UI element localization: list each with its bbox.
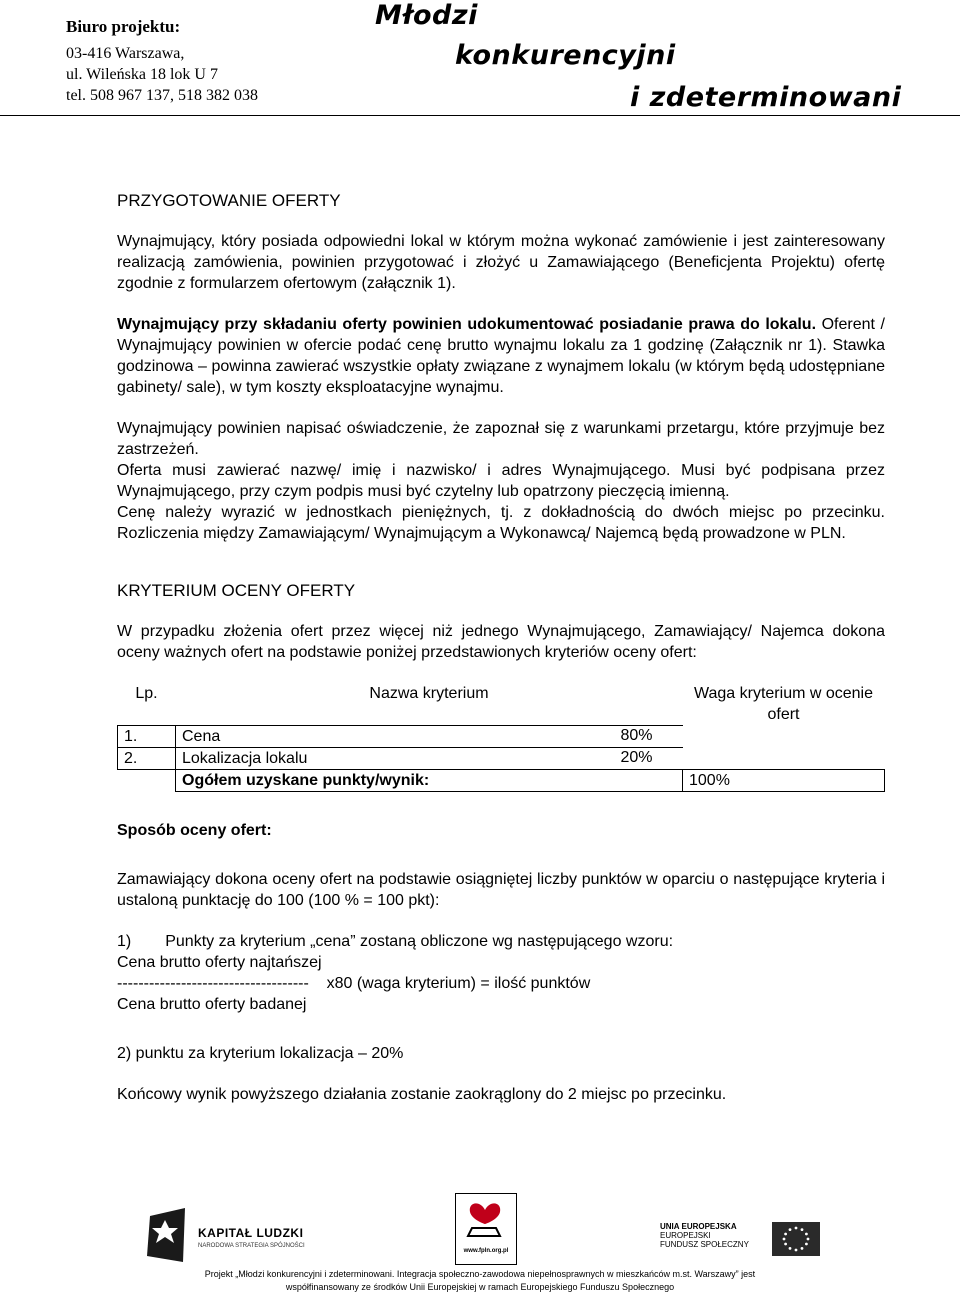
paragraph-preparation-2: [117, 314, 885, 398]
paragraph-rounding: Końcowy wynik powyższego działania zostanie zaokrąglony do 2 miejsc po przecinku.: [117, 1085, 727, 1103]
footer-note: [0, 1268, 960, 1294]
eu-line-1: UNIA EUROPEJSKA: [660, 1222, 737, 1231]
header-lp: Lp.: [135, 685, 158, 702]
paragraph-preparation-2-rest: Oferent / Wynajmujący powinien w ofercie podać cenę brutto wynajmu lokalu za 1 godzinę (Załącznik nr 1). Stawka godzinowa – powinna zawierać wszystkie opłaty związane z wynajmem lokalu (w którym będą udostępniane gabinety/ sale), w tym koszty eksploatacyjne wynajmu.: [117, 316, 885, 396]
formula-row: [117, 973, 885, 994]
list-item-price: [117, 931, 885, 952]
office-title: Biuro projektu:: [66, 17, 181, 36]
list-text: Punkty za kryterium „cena” zostaną obliczone wg następującego wzoru:: [165, 932, 674, 950]
paragraph-method-intro: Zamawiający dokona oceny ofert na podstawie osiągniętej liczby punktów w oparciu o następujące kryteria i ustaloną punktację do 100 (100 % = 100 pkt):: [117, 870, 885, 909]
list-number: 1): [117, 932, 132, 950]
paragraph-preparation-1: Wynajmujący, który posiada odpowiedni lokal w którym można wykonać zamówienie i jest zainteresowany realizacją zamówienia, powinien przygotować i złożyć u Zamawiającego (Beneficjenta Projektu) ofertę zgodnie z formularzem ofertowym (załącznik 1).: [117, 233, 885, 292]
header-criterion-weight: Waga kryterium w ocenie ofert: [693, 685, 874, 723]
kapital-ludzki-title: KAPITAŁ LUDZKI: [198, 1226, 304, 1240]
total-value: 100%: [683, 769, 885, 791]
table-total-row: [118, 769, 885, 791]
fpln-logo: [455, 1193, 517, 1265]
formula-denominator: Cena brutto oferty badanej: [117, 995, 307, 1013]
paragraph-currency: Cenę należy wyrazić w jednostkach pieniężnych, tj. z dokładnością do dwóch miejsc po przecinku. Rozliczenia między Zamawiającym/ Wynajmującym a Wykonawcą/ Najemcą będą prowadzone w PLN.: [117, 504, 885, 542]
formula-multiplier: x80 (waga kryterium) = ilość punktów: [326, 974, 591, 992]
total-label: Ogółem uzyskane punkty/wynik:: [176, 769, 683, 791]
row-lp: 2.: [118, 747, 176, 769]
footer-line-2: współfinansowany ze środków Unii Europejskiej w ramach Europejskiego Funduszu Społecznego: [285, 1282, 675, 1292]
row-criterion: Cena: [176, 725, 683, 747]
footer-line-1: Projekt „Młodzi konkurencyjni i zdeterminowani. Integracja społeczno-zawodowa niepełnosprawnych w mieszkańców m.st. Warszawy” jest: [204, 1269, 756, 1279]
row-weight: 80%: [620, 727, 653, 744]
list-item-location: 2) punktu za kryterium lokalizacja – 20%: [117, 1044, 404, 1062]
eu-line-2: EUROPEJSKI: [660, 1231, 711, 1240]
heart-wheelchair-icon: [456, 1194, 514, 1244]
eu-flag-icon: [772, 1222, 820, 1256]
fpln-url: www.fpln.org.pl: [463, 1248, 509, 1254]
address-line-2: ul. Wileńska 18 lok U 7: [66, 66, 218, 83]
paragraph-criteria-intro: W przypadku złożenia ofert przez więcej niż jednego Wynajmującego, Zamawiający/ Najemca dokona oceny ważnych ofert na podstawie poniżej przedstawionych kryteriów oceny ofert:: [117, 623, 885, 661]
section-title-preparation: PRZYGOTOWANIE OFERTY: [117, 191, 341, 210]
section-title-method: Sposób oceny ofert:: [117, 821, 272, 839]
document-body: [117, 190, 885, 1105]
formula-fraction-line: ------------------------------------: [117, 974, 309, 992]
office-address-block: [66, 16, 258, 106]
phone-line: tel. 508 967 137, 518 382 038: [66, 87, 258, 104]
formula-numerator: Cena brutto oferty najtańszej: [117, 953, 322, 971]
paragraph-declaration: Wynajmujący powinien napisać oświadczenie, że zapoznał się z warunkami przetargu, które przyjmuje bez zastrzeżeń.: [117, 420, 885, 458]
table-row: [118, 747, 885, 769]
slogan-line-2: konkurencyjni: [455, 40, 676, 71]
row-weight: 20%: [620, 749, 653, 766]
bold-requirement: Wynajmujący przy składaniu oferty powinien udokumentować posiadanie prawa do lokalu.: [117, 316, 817, 333]
slogan-line-1: Młodzi: [375, 0, 478, 31]
kapital-ludzki-subtitle: NARODOWA STRATEGIA SPÓJNOŚCI: [198, 1243, 305, 1249]
address-line-1: 03-416 Warszawa,: [66, 45, 185, 62]
header-criterion-name: Nazwa kryterium: [369, 685, 489, 702]
slogan-line-3: i zdeterminowani: [630, 82, 902, 113]
kapital-ludzki-logo: [145, 1206, 445, 1266]
row-criterion: Lokalizacja lokalu: [176, 747, 683, 769]
header-divider: [0, 115, 960, 116]
table-header-row: [118, 683, 885, 725]
paragraph-signature: Oferta musi zawierać nazwę/ imię i nazwisko/ i adres Wynajmującego. Musi być podpisana przez Wynajmującego, przy czym podpis musi być czytelny lub opatrzony pieczęcią imienną.: [117, 462, 885, 500]
eu-logo: [660, 1222, 830, 1262]
criteria-table: [117, 683, 885, 792]
kapital-ludzki-emblem-icon: [145, 1206, 190, 1264]
table-row: [118, 725, 885, 747]
eu-line-3: FUNDUSZ SPOŁECZNY: [660, 1240, 749, 1249]
section-title-criteria: KRYTERIUM OCENY OFERTY: [117, 581, 356, 600]
row-lp: 1.: [118, 725, 176, 747]
